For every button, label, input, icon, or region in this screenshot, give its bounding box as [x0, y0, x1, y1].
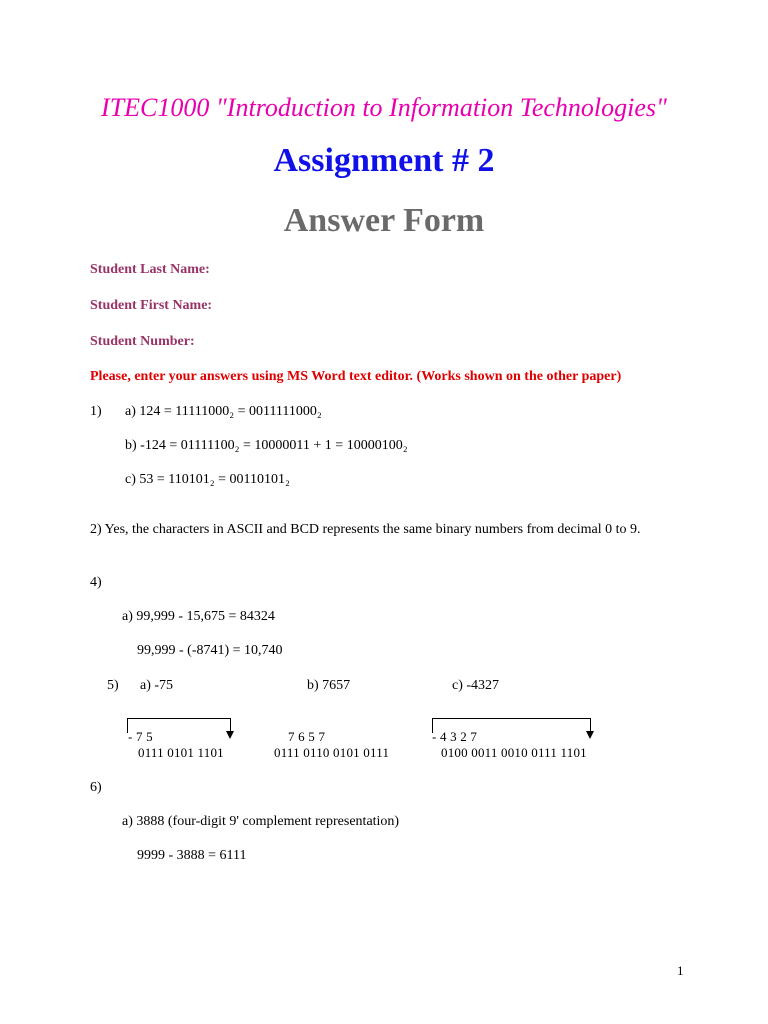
q5c-digits: - 4 3 2 7: [432, 729, 478, 744]
q5c-arrow-head-icon: [586, 731, 594, 739]
q5a-digits: - 7 5: [128, 729, 153, 744]
q1-number: 1): [90, 404, 102, 419]
q5a-bcd: 0111 0101 1101: [138, 745, 224, 760]
q4-answer-a: a) 99,999 - 15,675 = 84324: [122, 609, 275, 624]
q5c-arrow-line: [590, 718, 591, 732]
student-number-label: Student Number:: [90, 334, 195, 349]
q5-number: 5): [107, 678, 119, 693]
q5b-digits: 7 6 5 7: [288, 729, 326, 744]
q5c-bcd: 0100 0011 0010 0111 1101: [441, 745, 587, 760]
q4-number: 4): [90, 575, 102, 590]
q5b-bcd: 0111 0110 0101 0111: [274, 745, 390, 760]
instructions-text: Please, enter your answers using MS Word text editor. (Works shown on the other paper): [90, 369, 622, 384]
answer-form-title: Answer Form: [283, 202, 485, 239]
student-first-name-label: Student First Name:: [90, 298, 213, 313]
q1-answer-a: a) 124 = 11111000₂ = 0011111000₂: [125, 404, 322, 419]
q5-label-b: b) 7657: [307, 678, 351, 693]
q4-answer-a-continued: 99,999 - (-8741) = 10,740: [137, 643, 283, 658]
course-title: ITEC1000 "Introduction to Information Technologies": [101, 93, 667, 122]
q1-answer-c: c) 53 = 110101₂ = 00110101₂: [125, 472, 290, 487]
page-number: 1: [677, 963, 684, 978]
q2-answer: 2) Yes, the characters in ASCII and BCD represents the same binary numbers from decimal 0 to 9.: [90, 522, 641, 537]
student-last-name-label: Student Last Name:: [90, 262, 210, 277]
q6-answer-a-continued: 9999 - 3888 = 6111: [137, 848, 247, 863]
q5-label-a: a) -75: [140, 678, 174, 693]
q5a-arrow-head-icon: [226, 731, 234, 739]
q5-label-c: c) -4327: [452, 678, 500, 693]
q5a-arrow-line: [230, 718, 231, 732]
q6-number: 6): [90, 780, 102, 795]
q6-answer-a: a) 3888 (four-digit 9' complement representation): [122, 814, 400, 829]
assignment-title: Assignment # 2: [273, 142, 495, 179]
q1-answer-b: b) -124 = 01111100₂ = 10000011 + 1 = 10000100₂: [125, 438, 408, 453]
